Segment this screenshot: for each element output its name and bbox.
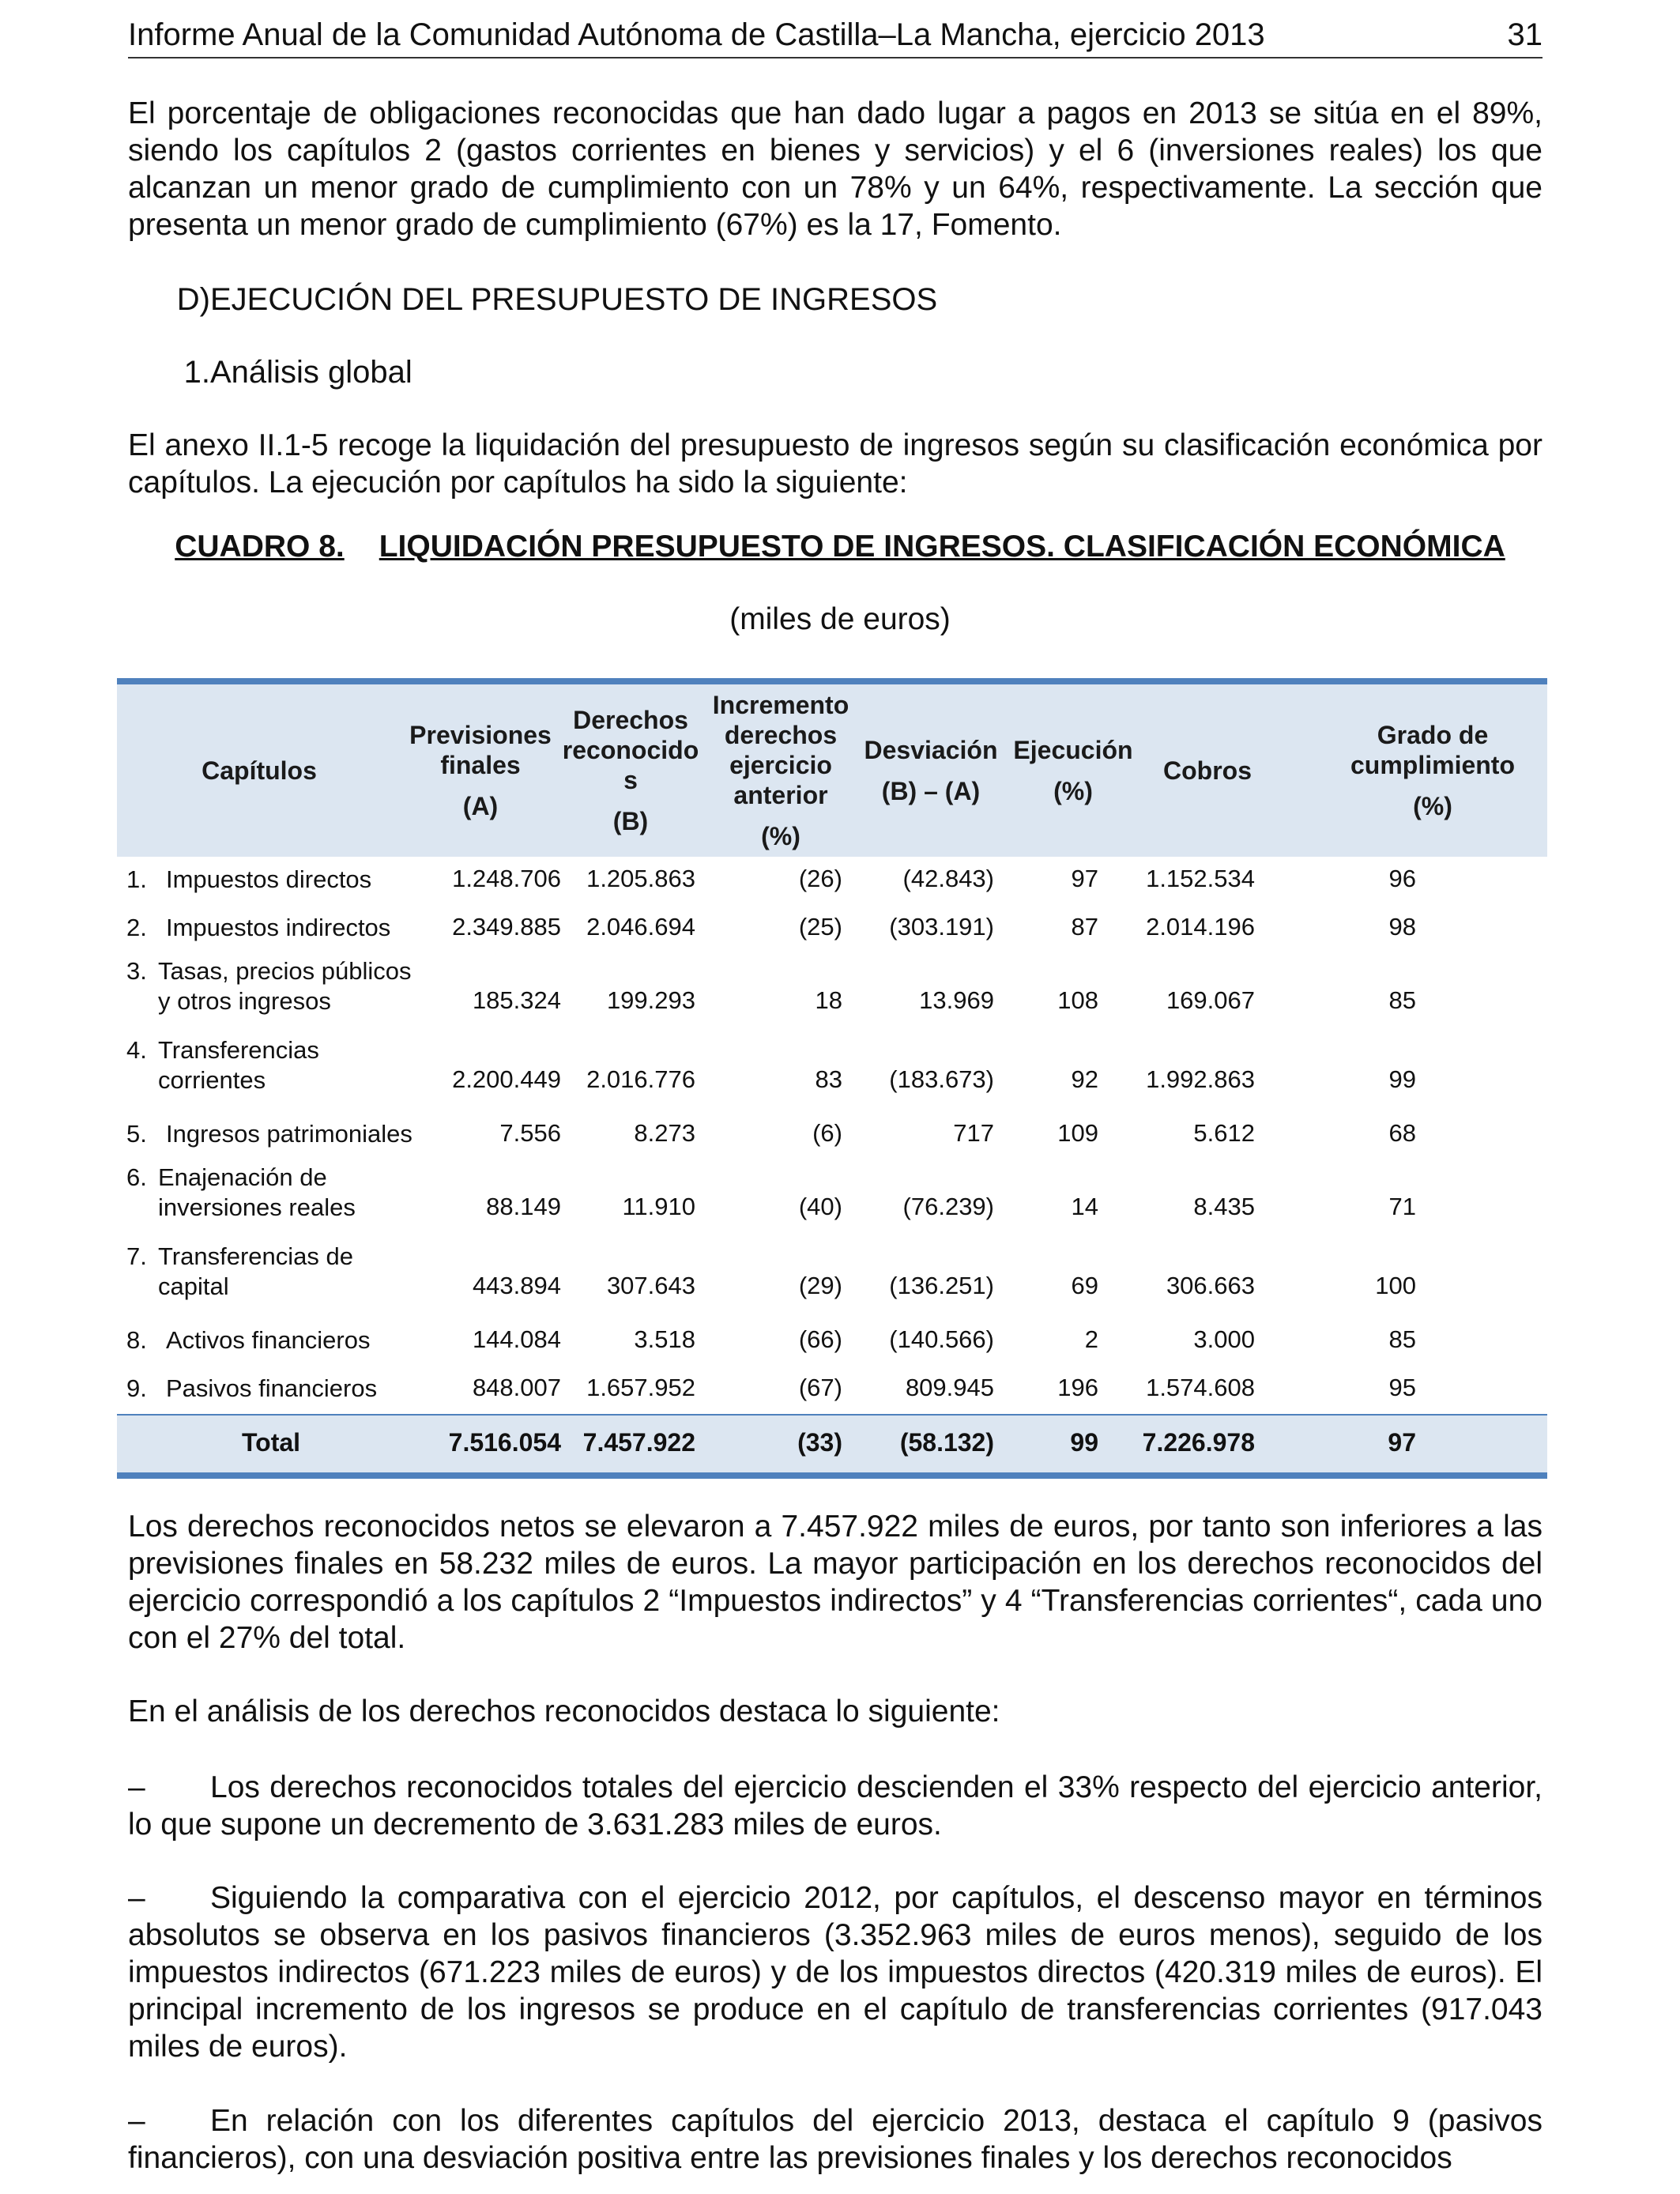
header-cell xyxy=(1136,684,1279,857)
header-line: derechos xyxy=(724,721,838,749)
total-prev: 7.516.054 xyxy=(448,1428,561,1457)
header-unit: (%) xyxy=(1413,792,1452,820)
cell-prev: 2.200.449 xyxy=(452,1065,561,1093)
bullet-text: Los derechos reconocidos totales del ejercicio descienden el 33% respecto del ejercicio anterior, lo que supone un decremento de 3.631.283 miles de euros. xyxy=(128,1770,1543,1842)
header-line: Grado de xyxy=(1377,721,1489,749)
header-unit: (B) – (A) xyxy=(881,777,981,805)
header-line: Capítulos xyxy=(202,756,317,785)
cell-prev: 7.556 xyxy=(499,1119,561,1147)
cell-cobros: 3.000 xyxy=(1193,1325,1255,1353)
row-label-text: Transferencias de xyxy=(158,1242,353,1270)
cell-cobros: 1.574.608 xyxy=(1146,1374,1255,1401)
cell-der: 1.657.952 xyxy=(586,1374,695,1401)
row-number: 3. xyxy=(126,957,147,985)
table-caption: LIQUIDACIÓN PRESUPUESTO DE INGRESOS. CLASIFICACIÓN ECONÓMICA xyxy=(379,530,1505,564)
row-label-line xyxy=(126,1272,353,1302)
total-ejec: 99 xyxy=(1070,1428,1098,1457)
analysis-intro: En el análisis de los derechos reconocidos destaca lo siguiente: xyxy=(128,1695,1000,1728)
row-label xyxy=(126,1035,319,1095)
header-line: reconocido xyxy=(562,736,699,764)
bullet-marker: – xyxy=(128,1881,145,1915)
cell-desv: (303.191) xyxy=(889,913,994,941)
cell-cobros: 8.435 xyxy=(1193,1193,1255,1220)
cell-desv: (42.843) xyxy=(902,865,994,892)
section-title: EJECUCIÓN DEL PRESUPUESTO DE INGRESOS xyxy=(210,282,938,317)
total-grado: 97 xyxy=(1388,1428,1416,1457)
cell-ejec: 92 xyxy=(1071,1065,1098,1093)
summary-paragraph: Los derechos reconocidos netos se elevaron a 7.457.922 miles de euros, por tanto son inferiores a las previsiones finales en 58.232 miles de euros. La mayor participación en los derechos reconocidos del ejercicio correspondió a los capítulos 2 “Impuestos indirectos” y 4 “Transferencias corrientes“, cada uno con el 27% del total. xyxy=(128,1510,1543,1655)
row-label-text: Tasas, precios públicos xyxy=(158,957,412,985)
row-label-line xyxy=(126,1065,319,1095)
row-label-text: Impuestos indirectos xyxy=(166,914,391,941)
cell-cobros: 2.014.196 xyxy=(1146,913,1255,941)
cell-der: 2.046.694 xyxy=(586,913,695,941)
bullet-text: Siguiendo la comparativa con el ejercicio 2012, por capítulos, el descenso mayor en términos absolutos se observa en los pasivos financieros (3.352.963 miles de euros menos), seguido de los impuestos indirectos (671.223 miles de euros) y de los impuestos directos (420.319 miles de euros). El principal incremento de los ingresos se produce en el capítulo de transferencias corrientes (917.043 miles de euros). xyxy=(128,1881,1543,2064)
cell-inc: (6) xyxy=(812,1119,842,1147)
cell-der: 8.273 xyxy=(634,1119,695,1147)
subsection-heading-1 xyxy=(128,354,412,391)
cell-grado: 95 xyxy=(1388,1374,1416,1401)
bullet-text: En relación con los diferentes capítulos del ejercicio 2013, destaca el capítulo 9 (pasivos financieros), con una desviación positiva entre las previsiones finales y los derechos reconocidos xyxy=(128,2104,1543,2175)
row-label xyxy=(126,1374,377,1404)
header-unit: (B) xyxy=(612,807,649,835)
row-number: 7. xyxy=(126,1242,147,1270)
cell-grado: 100 xyxy=(1375,1272,1416,1299)
cell-desv: (136.251) xyxy=(889,1272,994,1299)
section-number: D) xyxy=(176,282,210,317)
cell-grado: 96 xyxy=(1388,865,1416,892)
table-row xyxy=(117,1366,1547,1414)
cell-prev: 185.324 xyxy=(472,986,561,1014)
total-inc: (33) xyxy=(797,1428,842,1457)
row-number: 5. xyxy=(126,1120,147,1148)
row-label-text: Pasivos financieros xyxy=(166,1374,378,1402)
table-row xyxy=(117,1238,1547,1318)
header-cell xyxy=(164,684,354,857)
row-label xyxy=(126,1325,370,1355)
table-label: CUADRO 8. xyxy=(175,530,345,564)
row-label-line xyxy=(126,986,412,1016)
row-number: 8. xyxy=(126,1326,147,1354)
cell-inc: (25) xyxy=(798,913,842,941)
cell-prev: 848.007 xyxy=(472,1374,561,1401)
table-units: (miles de euros) xyxy=(729,602,951,636)
cell-prev: 2.349.885 xyxy=(452,913,561,941)
header-line: Incremento xyxy=(712,691,849,719)
cell-desv: 717 xyxy=(953,1119,994,1147)
header-line: finales xyxy=(440,751,521,779)
cell-ejec: 196 xyxy=(1057,1374,1098,1401)
cell-desv: 13.969 xyxy=(919,986,994,1014)
cell-inc: (29) xyxy=(798,1272,842,1299)
header-line: cumplimiento xyxy=(1350,751,1515,779)
cell-der: 11.910 xyxy=(622,1193,695,1220)
bullet-marker: – xyxy=(128,1770,145,1804)
row-number: 4. xyxy=(126,1036,147,1064)
subsection-title: Análisis global xyxy=(210,355,412,390)
header-line: s xyxy=(623,766,638,794)
row-label-line xyxy=(126,956,412,986)
cell-cobros: 1.992.863 xyxy=(1146,1065,1255,1093)
row-number: 9. xyxy=(126,1374,147,1402)
cell-ejec: 87 xyxy=(1071,913,1098,941)
row-label-text: capital xyxy=(158,1272,229,1300)
cell-desv: 809.945 xyxy=(905,1374,994,1401)
table-row xyxy=(117,953,1547,1032)
row-number: 6. xyxy=(126,1163,147,1191)
cell-prev: 88.149 xyxy=(486,1193,561,1220)
cell-grado: 71 xyxy=(1388,1193,1416,1220)
cell-inc: 18 xyxy=(815,986,842,1014)
row-label xyxy=(126,1242,353,1302)
table-row xyxy=(117,1111,1547,1159)
row-label-line xyxy=(126,1193,356,1223)
cell-grado: 98 xyxy=(1388,913,1416,941)
row-label-text: inversiones reales xyxy=(158,1193,356,1221)
cell-ejec: 2 xyxy=(1084,1325,1098,1353)
row-label-text: Enajenación de xyxy=(158,1163,327,1191)
intro-paragraph: El porcentaje de obligaciones reconocidas que han dado lugar a pagos en 2013 se sitúa en el 89%, siendo los capítulos 2 (gastos corrientes en bienes y servicios) y el 6 (inversiones reales) los que alcanzan un menor grado de cumplimiento con un 78% y un 64%, respectivamente. La sección que presenta un menor grado de cumplimiento (67%) es la 17, Fomento. xyxy=(128,96,1543,242)
bullet-item xyxy=(128,1879,1543,2065)
header-line: Cobros xyxy=(1163,756,1252,785)
table-total-row xyxy=(117,1414,1547,1479)
header-line: ejercicio xyxy=(729,751,832,779)
row-label xyxy=(126,1119,412,1149)
table-header xyxy=(117,678,1547,857)
header-line: Previsiones xyxy=(409,721,552,749)
row-label xyxy=(126,956,412,1016)
cell-grado: 99 xyxy=(1388,1065,1416,1093)
header-unit: (%) xyxy=(761,822,800,850)
cell-desv: (183.673) xyxy=(889,1065,994,1093)
header-title: Informe Anual de la Comunidad Autónoma de Castilla–La Mancha, ejercicio 2013 xyxy=(128,17,1265,52)
row-number: 2. xyxy=(126,914,147,941)
cell-cobros: 169.067 xyxy=(1166,986,1255,1014)
row-label-text: Impuestos directos xyxy=(166,865,372,893)
total-desv: (58.132) xyxy=(899,1428,994,1457)
section-heading-d xyxy=(128,281,937,319)
table-row xyxy=(117,1159,1547,1238)
cell-ejec: 108 xyxy=(1057,986,1098,1014)
cell-cobros: 5.612 xyxy=(1193,1119,1255,1147)
header-cell xyxy=(552,684,710,857)
header-unit: (%) xyxy=(1053,777,1093,805)
cell-cobros: 1.152.534 xyxy=(1146,865,1255,892)
cell-prev: 144.084 xyxy=(472,1325,561,1353)
header-cell xyxy=(1318,684,1547,857)
header-line: Ejecución xyxy=(1013,736,1133,764)
header-unit: (A) xyxy=(462,792,499,820)
cell-inc: (26) xyxy=(798,865,842,892)
row-label-line xyxy=(126,1242,353,1272)
cell-grado: 85 xyxy=(1388,1325,1416,1353)
header-line: anterior xyxy=(733,781,828,809)
table-row xyxy=(117,1318,1547,1366)
cell-cobros: 306.663 xyxy=(1166,1272,1255,1299)
cell-ejec: 69 xyxy=(1071,1272,1098,1299)
row-label xyxy=(126,1163,356,1223)
row-label-text: y otros ingresos xyxy=(158,987,331,1015)
page-header xyxy=(128,11,1543,58)
cell-prev: 1.248.706 xyxy=(452,865,561,892)
subsection-number: 1. xyxy=(183,355,210,390)
cell-inc: (66) xyxy=(798,1325,842,1353)
cell-inc: (67) xyxy=(798,1374,842,1401)
bullet-item xyxy=(128,2102,1543,2177)
page-number: 31 xyxy=(1507,17,1543,52)
header-cell xyxy=(409,684,552,857)
row-label-line xyxy=(126,1163,356,1193)
cell-ejec: 14 xyxy=(1071,1193,1098,1220)
table-row xyxy=(117,1032,1547,1111)
total-cobros: 7.226.978 xyxy=(1142,1428,1255,1457)
cell-inc: 83 xyxy=(815,1065,842,1093)
row-label xyxy=(126,913,390,943)
cell-der: 2.016.776 xyxy=(586,1065,695,1093)
cell-der: 307.643 xyxy=(606,1272,695,1299)
cell-der: 3.518 xyxy=(634,1325,695,1353)
cell-ejec: 97 xyxy=(1071,865,1098,892)
header-cell xyxy=(852,684,1010,857)
row-label-text: Transferencias xyxy=(158,1036,319,1064)
cell-prev: 443.894 xyxy=(472,1272,561,1299)
header-cell xyxy=(710,684,852,857)
row-label-text: Ingresos patrimoniales xyxy=(166,1120,412,1148)
cell-ejec: 109 xyxy=(1057,1119,1098,1147)
row-label-text: corrientes xyxy=(158,1066,266,1094)
cell-der: 1.205.863 xyxy=(586,865,695,892)
row-label-line xyxy=(126,1035,319,1065)
header-cell xyxy=(1010,684,1136,857)
bullet-marker: – xyxy=(128,2104,145,2138)
bullet-item xyxy=(128,1769,1543,1843)
table-title xyxy=(0,530,1680,564)
cell-grado: 85 xyxy=(1388,986,1416,1014)
row-label xyxy=(126,865,371,895)
row-number: 1. xyxy=(126,865,147,893)
cell-grado: 68 xyxy=(1388,1119,1416,1147)
annex-paragraph: El anexo II.1-5 recoge la liquidación del presupuesto de ingresos según su clasificación económica por capítulos. La ejecución por capítulos ha sido la siguiente: xyxy=(128,428,1543,499)
cell-inc: (40) xyxy=(798,1193,842,1220)
cell-der: 199.293 xyxy=(606,986,695,1014)
cell-desv: (76.239) xyxy=(902,1193,994,1220)
total-der: 7.457.922 xyxy=(582,1428,695,1457)
row-label-text: Activos financieros xyxy=(166,1326,371,1354)
header-line: Desviación xyxy=(864,736,998,764)
table-row xyxy=(117,905,1547,953)
table-row xyxy=(117,857,1547,905)
header-line: Derechos xyxy=(573,706,688,734)
cell-desv: (140.566) xyxy=(889,1325,994,1353)
total-label: Total xyxy=(242,1428,301,1457)
